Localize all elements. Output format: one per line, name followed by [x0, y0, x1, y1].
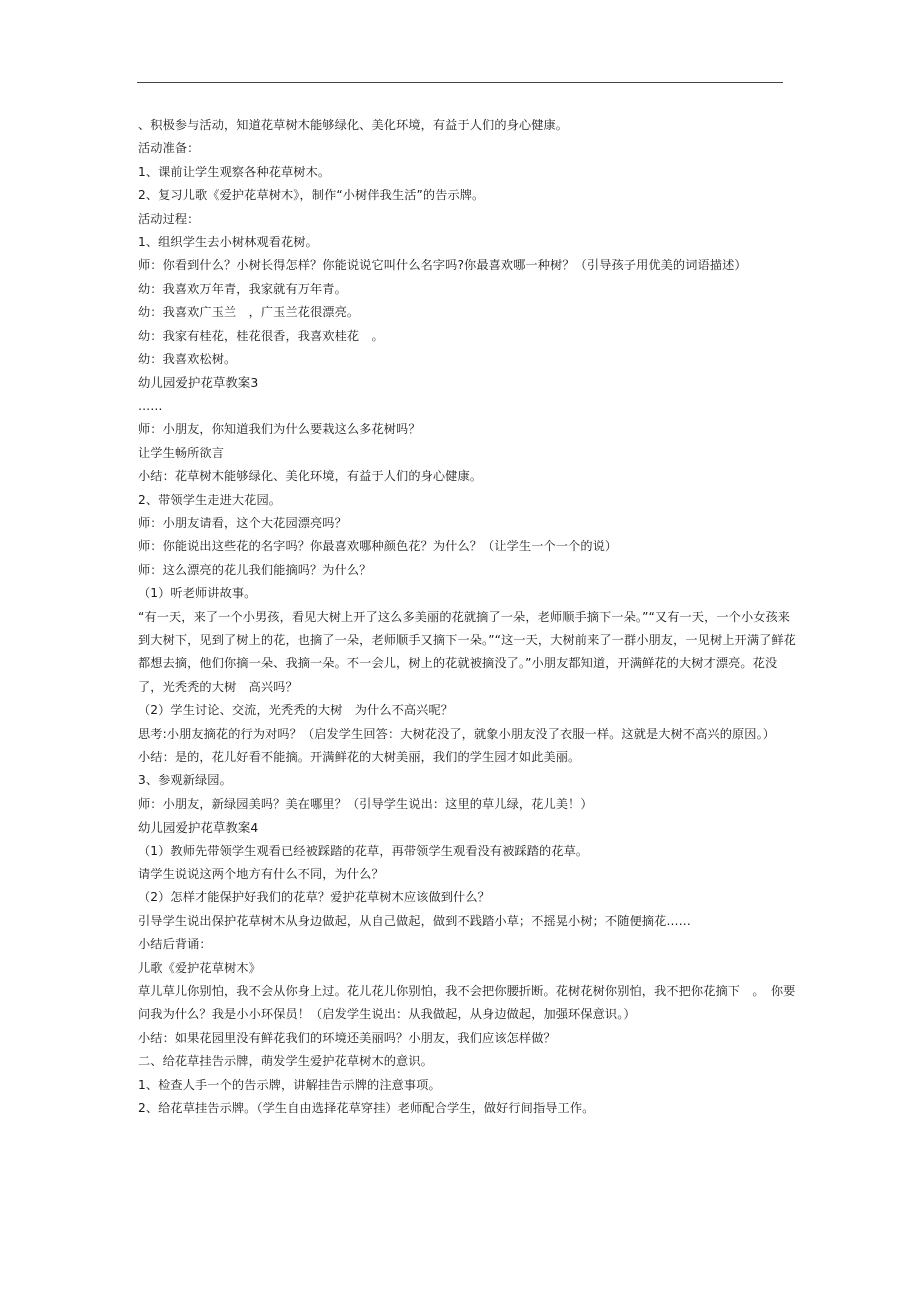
story-paragraph: “有一天，来了一个小男孩，看见大树上开了这么多美丽的花就摘了一朵，老师顺手摘下一朵。”“又有一天，一个小女孩来到大树下，见到了树上的花，也摘了一朵，老师顺手又摘下一朵。”“这一天，大树前来了一群小朋友，一见树上开满了鲜花都想去摘，他们你摘一朵、我摘一朵。不一会儿，树上的花就被摘没了。”小朋友都知道，开满鲜花的大树才漂亮。花没了，光秃秃的大树 高兴吗？ [138, 609, 796, 694]
dialogue-line: 师：这么漂亮的花儿我们能摘吗？为什么？ [138, 562, 372, 577]
section-heading-process: 活动过程： [138, 211, 200, 226]
list-item: 1、检查人手一个的告示牌，讲解挂告示牌的注意事项。 [138, 1077, 441, 1092]
dialogue-line: 幼：我喜欢广玉兰 ，广玉兰花很漂亮。 [138, 305, 360, 320]
instruction-line: 请学生说说这两个地方有什么不同，为什么？ [138, 867, 384, 881]
list-item: （2）学生讨论、交流，光秃秃的大树 为什么不高兴呢？ [138, 703, 454, 718]
list-item: 1、组织学生去小树林观看花树。 [138, 235, 318, 250]
dialogue-line: 师：小朋友，你知道我们为什么要栽这么多花树吗？ [138, 422, 421, 437]
song-paragraph: 草儿草儿你别怕，我不会从你身上过。花儿花儿你别怕，我不会把你腰折断。花树花树你别怕，我不把你花摘下 。 你要问我为什么？我是小小环保员！（启发学生说出：从我做起，从身边做起，加强环保意识。） [138, 984, 796, 1022]
dialogue-line: 幼：我家有桂花，桂花很香，我喜欢桂花 。 [138, 328, 384, 343]
reflection-line: 思考:小朋友摘花的行为对吗？（启发学生回答：大树花没了，就象小朋友没了衣服一样。这就是大树不高兴的原因。） [138, 726, 776, 741]
instruction-line: 让学生畅所欲言 [138, 445, 225, 460]
list-item: 2、复习儿歌《爱护花草树木》，制作“小树伴我生活”的告示牌。 [138, 188, 485, 203]
lesson-plan-title-3: 幼儿园爱护花草教案3 [138, 375, 259, 391]
section-heading-preparation: 活动准备： [138, 141, 200, 156]
dialogue-line: 师：你能说出这些花的名字吗？你最喜欢哪种颜色花？为什么？（让学生一个一个的说） [138, 539, 618, 554]
summary-line: 小结：花草树木能够绿化、美化环境，有益于人们的身心健康。 [138, 469, 483, 484]
dialogue-line: 师：小朋友，新绿园美吗？美在哪里？（引导学生说出：这里的草儿绿，花儿美！） [138, 796, 593, 811]
document-body [138, 114, 798, 1120]
dialogue-line: 师：你看到什么？小树长得怎样？你能说说它叫什么名字吗?你最喜欢哪一种树？（引导孩子用优美的词语描述） [138, 258, 747, 273]
list-item: 2、带领学生走进大花园。 [138, 492, 282, 507]
list-item: （2）怎样才能保护好我们的花草？爱护花草树木应该做到什么？ [138, 890, 490, 905]
list-item: 1、课前让学生观察各种花草树木。 [138, 164, 331, 179]
summary-line: 小结：如果花园里没有鲜花我们的环境还美丽吗？小朋友，我们应该怎样做？ [138, 1030, 556, 1045]
section-heading-two: 二、给花草挂告示牌，萌发学生爱护花草树木的意识。 [138, 1054, 433, 1069]
instruction-line: 小结后背诵： [138, 937, 212, 952]
dialogue-line: 幼：我喜欢松树。 [138, 352, 237, 367]
list-item: 2、给花草挂告示牌。（学生自由选择花草穿挂）老师配合学生，做好行间指导工作。 [138, 1101, 595, 1116]
dialogue-line: 幼：我喜欢万年青，我家就有万年青。 [138, 281, 347, 296]
instruction-line: 引导学生说出保护花草树木从身边做起，从自己做起，做到不践踏小草；不摇晃小树；不随便摘花…… [138, 913, 691, 928]
lesson-plan-title-4: 幼儿园爱护花草教案4 [138, 820, 259, 836]
header-rule [137, 82, 783, 83]
summary-line: 小结：是的，花儿好看不能摘。开满鲜花的大树美丽，我们的学生园才如此美丽。 [138, 749, 581, 764]
list-item: （1）教师先带领学生观看已经被踩踏的花草，再带领学生观看没有被踩踏的花草。 [138, 843, 589, 858]
song-title: 儿歌《爱护花草树木》 [138, 960, 261, 975]
objective-line: 、积极参与活动，知道花草树木能够绿化、美化环境，有益于人们的身心健康。 [138, 118, 569, 132]
list-item: （1）听老师讲故事。 [138, 586, 257, 601]
ellipsis-line: …… [138, 398, 163, 413]
dialogue-line: 师：小朋友请看，这个大花园漂亮吗？ [138, 515, 347, 530]
list-item: 3、参观新绿园。 [138, 773, 232, 788]
